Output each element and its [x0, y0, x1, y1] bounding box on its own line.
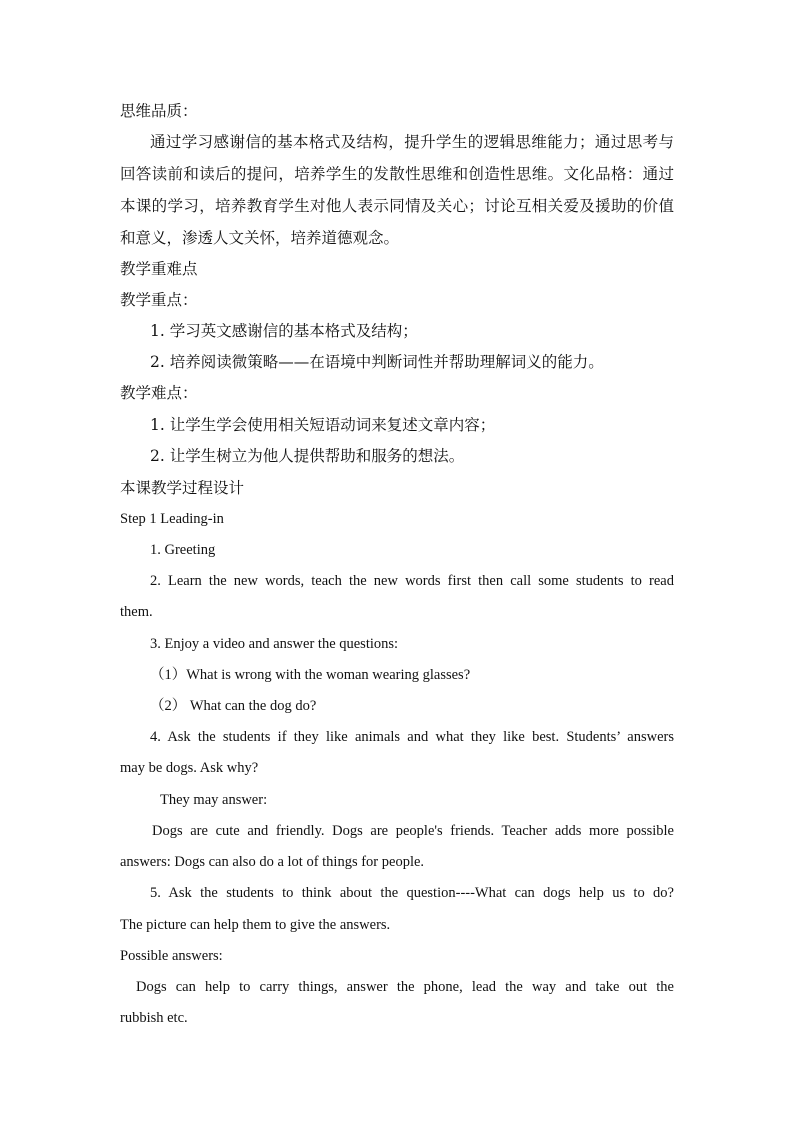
- focus-heading: 教学重点：: [120, 291, 198, 309]
- thinking-para-line-1: 通过学习感谢信的基本格式及结构，提升学生的逻辑思维能力；通过思考与: [150, 133, 674, 151]
- difficulty-item-1: 1. 让学生学会使用相关短语动词来复述文章内容；: [150, 416, 496, 434]
- key-points-heading: 教学重难点: [120, 260, 198, 278]
- item2-line-2: them.: [120, 604, 153, 620]
- possible-line-1: Dogs can help to carry things, answer the phone, lead the way and take out the: [136, 979, 674, 995]
- process-heading: 本课教学过程设计: [120, 479, 245, 497]
- dogs-line-1: Dogs are cute and friendly. Dogs are people's friends. Teacher adds more possible: [152, 823, 674, 839]
- item5-line-2: The picture can help them to give the answers.: [120, 917, 391, 933]
- thinking-heading: 思维品质：: [120, 102, 198, 120]
- focus-item-1: 1. 学习英文感谢信的基本格式及结构；: [150, 322, 418, 340]
- item2-line-1: 2. Learn the new words, teach the new words first then call some students to read: [150, 573, 674, 589]
- focus-item-2: 2. 培养阅读微策略——在语境中判断词性并帮助理解词义的能力。: [150, 353, 604, 371]
- item4-line-1: 4. Ask the students if they like animals and what they like best. Students’ answers: [150, 729, 674, 745]
- difficulty-item-2: 2. 让学生树立为他人提供帮助和服务的想法。: [150, 447, 465, 465]
- possible-line-2: rubbish etc.: [120, 1010, 188, 1026]
- item3: 3. Enjoy a video and answer the questions:: [150, 636, 399, 652]
- thinking-para-line-3: 本课的学习，培养教育学生对他人表示同情及关心；讨论互相关爱及援助的价值: [120, 197, 674, 215]
- item5-line-1: 5. Ask the students to think about the question----What can dogs help us to do?: [150, 885, 674, 901]
- difficulty-heading: 教学难点：: [120, 384, 198, 402]
- question-2: （2） What can the dog do?: [150, 698, 317, 714]
- thinking-para-line-2: 回答读前和读后的提问，培养学生的发散性思维和创造性思维。文化品格：通过: [120, 165, 674, 183]
- possible-answers-heading: Possible answers:: [120, 948, 223, 964]
- item-greeting: 1. Greeting: [150, 542, 216, 558]
- item4-line-2: may be dogs. Ask why?: [120, 760, 259, 776]
- they-may-answer: They may answer:: [160, 792, 268, 808]
- step-title: Step 1 Leading-in: [120, 511, 224, 527]
- dogs-line-2: answers: Dogs can also do a lot of things for people.: [120, 854, 425, 870]
- thinking-para-line-4: 和意义，渗透人文关怀，培养道德观念。: [120, 229, 400, 247]
- question-1: （1）What is wrong with the woman wearing glasses?: [150, 667, 471, 683]
